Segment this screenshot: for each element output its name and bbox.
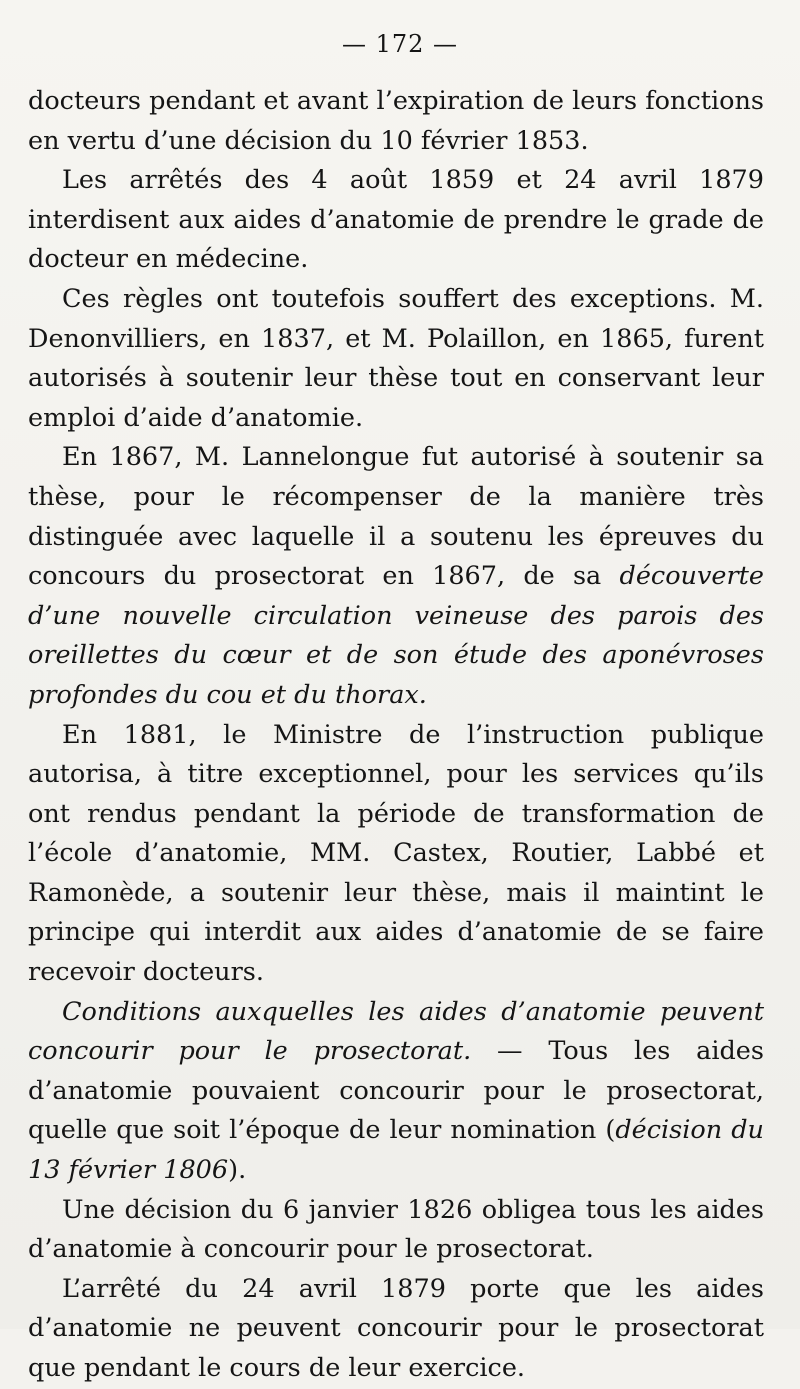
text-run: — Tous les aides d’anatomie pouvaient concourir pour le prosectorat, quelle que soit l’époque de leur nomination ( bbox=[28, 1036, 764, 1146]
paragraph bbox=[28, 1270, 764, 1389]
text-run: En 1881, le Ministre de l’instruction publique autorisa, à titre exceptionnel, pour les services qu’ils ont rendus pendant la période de transformation de l’école d’anatomie, MM. Castex, Routier, Labbé et Ramonède, a soutenir leur thèse, mais il maintint le principe qui interdit aux aides d’anatomie de se faire recevoir docteurs. bbox=[28, 719, 764, 988]
paragraph bbox=[28, 1191, 764, 1270]
text-run: Une décision du 6 janvier 1826 obligea tous les aides d’anatomie à concourir pour le prosectorat. bbox=[28, 1194, 764, 1265]
text-run: Les arrêtés des 4 août 1859 et 24 avril 1879 interdisent aux aides d’anatomie de prendre le grade de docteur en médecine. bbox=[28, 165, 764, 275]
text-run: ). bbox=[228, 1155, 247, 1186]
paragraph bbox=[28, 82, 764, 161]
text-run: Ces règles ont toutefois souffert des exceptions. M. Denonvilliers, en 1837, et M. Polaillon, en 1865, furent autorisés à soutenir leur thèse tout en conservant leur emploi d’aide d’anatomie. bbox=[28, 283, 764, 433]
paragraph bbox=[28, 280, 764, 438]
paragraph bbox=[28, 161, 764, 280]
text-run: En 1867, M. Lannelongue fut autorisé à soutenir sa thèse, pour le récompenser de la manière très distinguée avec laquelle il a soutenu les épreuves du concours du prosectorat en 1867, de sa bbox=[28, 442, 764, 592]
body-text bbox=[28, 82, 764, 1389]
section-heading-italic: Conditions auxquelles les aides d’anatomie peuvent concourir pour le prosectorat. bbox=[28, 996, 764, 1067]
paragraph bbox=[28, 993, 764, 1191]
paragraph bbox=[28, 716, 764, 993]
italic-text-run: décision du 13 février 1806 bbox=[28, 1115, 764, 1186]
text-run: L’arrêté du 24 avril 1879 porte que les aides d’anatomie ne peuvent concourir pour le prosectorat que pendant le cours de leur exercice. bbox=[28, 1273, 764, 1383]
paragraph bbox=[28, 438, 764, 715]
page-number: — 172 — bbox=[341, 30, 459, 58]
text-run: docteurs pendant et avant l’expiration de leurs fonctions en vertu d’une décision du 10 février 1853. bbox=[28, 86, 764, 156]
italic-text-run: découverte d’une nouvelle circulation veineuse des parois des oreillettes du cœur et de son étude des aponévroses profondes du cou et du thorax. bbox=[28, 561, 764, 710]
